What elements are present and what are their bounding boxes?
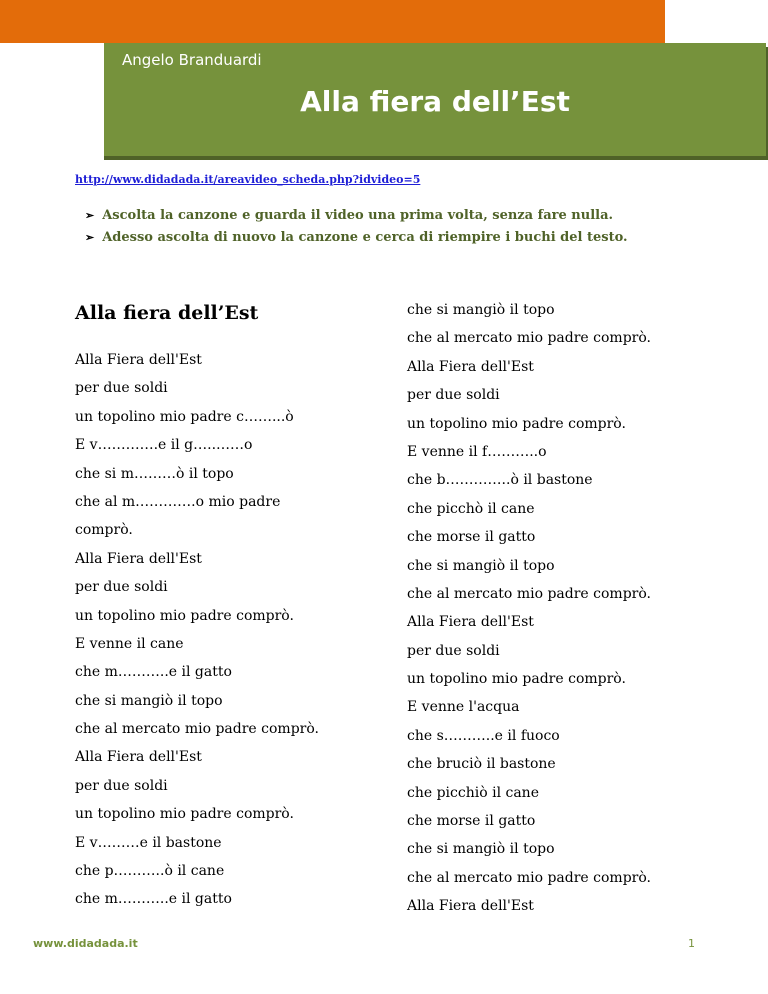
- header-orange-bar: [0, 0, 665, 43]
- lyric-line: che al mercato mio padre comprò.: [407, 869, 651, 886]
- lyric-line: che s………..e il fuoco: [407, 727, 560, 744]
- lyric-line: un topolino mio padre comprò.: [75, 806, 294, 823]
- lyric-line: Alla Fiera dell'Est: [407, 898, 534, 915]
- lyric-line: che si mangiò il topo: [407, 557, 555, 574]
- lyric-line: che si mangiò il topo: [407, 302, 555, 318]
- lyric-line: E v………e il bastone: [75, 834, 222, 851]
- lyric-line: che b…………..ò il bastone: [407, 472, 593, 489]
- lyric-line: che al m………….o mio padre: [75, 493, 281, 510]
- lyric-line: che picchiò il cane: [407, 784, 539, 801]
- lyric-line: E v………….e il g…..……o: [75, 437, 253, 454]
- lyric-line: E venne l'acqua: [407, 699, 520, 716]
- lyric-line: un topolino mio padre comprò.: [407, 671, 626, 688]
- page-number: 1: [688, 937, 695, 950]
- lyric-line: che bruciò il bastone: [407, 756, 556, 773]
- lyric-line: che m………..e il gatto: [75, 891, 232, 908]
- lyric-line: E venne il cane: [75, 635, 184, 652]
- arrow-bullet-icon: ➢: [85, 231, 95, 244]
- lyric-line: E venne il f………..o: [407, 443, 547, 460]
- lyric-line: che al mercato mio padre comprò.: [75, 721, 319, 738]
- instruction-item: ➢ Ascolta la canzone e guarda il video una prima volta, senza fare nulla.: [85, 208, 614, 223]
- lyric-line: per due soldi: [407, 387, 500, 404]
- lyric-line: un topolino mio padre comprò.: [407, 415, 626, 432]
- lyric-line: che morse il gatto: [407, 529, 536, 546]
- lyric-line: Alla Fiera dell'Est: [75, 352, 202, 368]
- lyric-line: Alla Fiera dell'Est: [407, 358, 534, 375]
- lyric-line: un topolino mio padre c……...ò: [75, 408, 294, 425]
- instruction-item: ➢ Adesso ascolta di nuovo la canzone e cerca di riempire i buchi del testo.: [85, 230, 628, 245]
- arrow-bullet-icon: ➢: [85, 209, 95, 222]
- lyric-line: Alla Fiera dell'Est: [407, 614, 534, 631]
- video-link[interactable]: http://www.didadada.it/areavideo_scheda.php?idvideo=5: [75, 173, 421, 186]
- poem-title: Alla fiera dell’Est: [75, 302, 259, 324]
- lyric-line: Alla Fiera dell'Est: [75, 749, 202, 766]
- lyric-line: per due soldi: [75, 777, 168, 794]
- lyric-line: che morse il gatto: [407, 813, 536, 830]
- lyric-line: che si mangiò il topo: [407, 841, 555, 858]
- lyric-line: che si m………ò il topo: [75, 465, 234, 482]
- header-title-box: [100, 43, 766, 156]
- lyric-line: che m………..e il gatto: [75, 664, 232, 681]
- lyric-line: per due soldi: [75, 380, 168, 397]
- footer-site: www.didadada.it: [33, 937, 138, 950]
- lyric-line: Alla Fiera dell'Est: [75, 550, 202, 567]
- lyric-line: per due soldi: [407, 642, 500, 659]
- author-name: Angelo Branduardi: [122, 51, 262, 69]
- lyric-line: un topolino mio padre comprò.: [75, 607, 294, 624]
- lyric-line: che al mercato mio padre comprò.: [407, 585, 651, 602]
- lyric-line: che picchò il cane: [407, 500, 535, 517]
- lyric-line: che si mangiò il topo: [75, 692, 223, 709]
- instructions-list: [85, 205, 628, 249]
- lyrics-column-right: [407, 296, 651, 921]
- lyric-line: per due soldi: [75, 579, 168, 596]
- lyric-line: che al mercato mio padre comprò.: [407, 330, 651, 347]
- lyric-line: comprò.: [75, 522, 133, 539]
- lyric-line: che p………..ò il cane: [75, 863, 225, 880]
- lyrics-column-left: [75, 300, 319, 914]
- page-title: Alla fiera dell’Est: [300, 85, 570, 118]
